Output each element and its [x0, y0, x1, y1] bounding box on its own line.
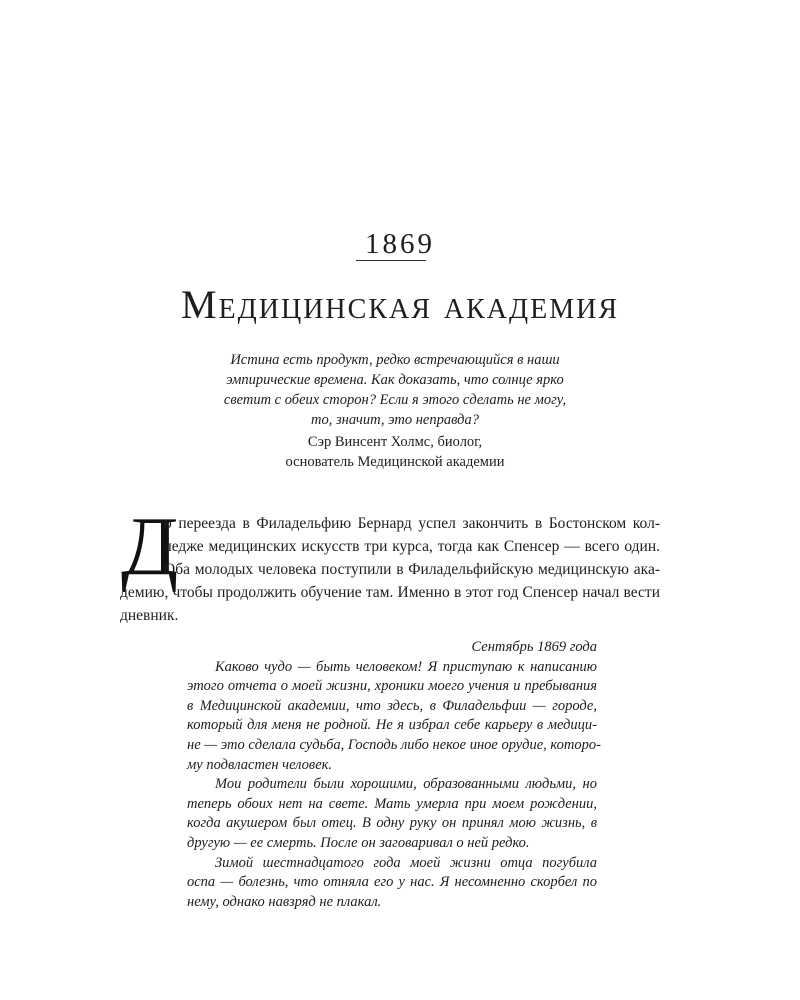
diary-line: Каково чудо — быть человеком! Я приступаю к написанию	[215, 658, 597, 675]
diary-line: который для меня не родной. Не я избрал себе карьеру в медици-	[187, 717, 597, 734]
epigraph-attribution: Сэр Винсент Холмс, биолог,	[307, 434, 483, 450]
diary-line: му подвластен человек.	[187, 756, 333, 773]
body-line: демию, чтобы продолжить обучение там. Именно в этот год Спенсер начал вести	[120, 584, 660, 601]
diary-line: Зимой шестнадцатого года моей жизни отца погубила	[215, 854, 597, 871]
body-line: дневник.	[120, 607, 179, 624]
diary-line: нему, однако навзряд не плакал.	[187, 893, 382, 910]
epigraph-attribution: основатель Медицинской академии	[285, 454, 505, 470]
diary-line: в Медицинской академии, что здесь, в Филадельфии — городе,	[187, 697, 597, 714]
drop-cap-letter: Д	[121, 500, 179, 593]
diary-line: оспа — болезнь, что отняла его у нас. Я несомненно скорбел по	[187, 874, 597, 891]
epigraph	[195, 350, 595, 472]
diary-line: этого отчета о моей жизни, хроники моего учения и пребывания	[187, 678, 597, 695]
diary-line: не — это сделала судьба, Господь либо некое иное орудие, которо-	[187, 736, 601, 753]
diary-date: Сентябрь 1869 года	[471, 639, 597, 655]
diary-entry	[187, 638, 601, 912]
epigraph-line: то, значит, это неправда?	[311, 412, 479, 428]
epigraph-line: эмпирические времена. Как доказать, что солнце ярко	[226, 372, 564, 388]
epigraph-line: светит с обеих сторон? Если я этого сделать не могу,	[223, 392, 567, 408]
body-line: о переезда в Филадельфию Бернард успел закончить в Бостонском кол-	[164, 515, 660, 532]
epigraph-line: Истина есть продукт, редко встречающийся в наши	[230, 352, 560, 368]
diary-line: другую — ее смерть. После он заговаривал о ней редко.	[187, 834, 530, 851]
body-line: Оба молодых человека поступили в Филадельфийскую медицинскую ака-	[164, 561, 660, 578]
year-underline-rule	[356, 260, 426, 261]
diary-line: когда акушером был отец. В одну руку он принял мою жизнь, в	[187, 815, 597, 832]
diary-line: теперь обоих нет на свете. Мать умерла при моем рождении,	[187, 795, 597, 812]
body-line: ледже медицинских искусств три курса, тогда как Спенсер — всего один.	[164, 538, 660, 555]
chapter-title: Медицинская академия	[180, 282, 619, 327]
body-paragraph	[120, 500, 660, 627]
chapter-year: 1869	[365, 228, 435, 260]
diary-line: Мои родители были хорошими, образованными людьми, но	[215, 776, 597, 793]
